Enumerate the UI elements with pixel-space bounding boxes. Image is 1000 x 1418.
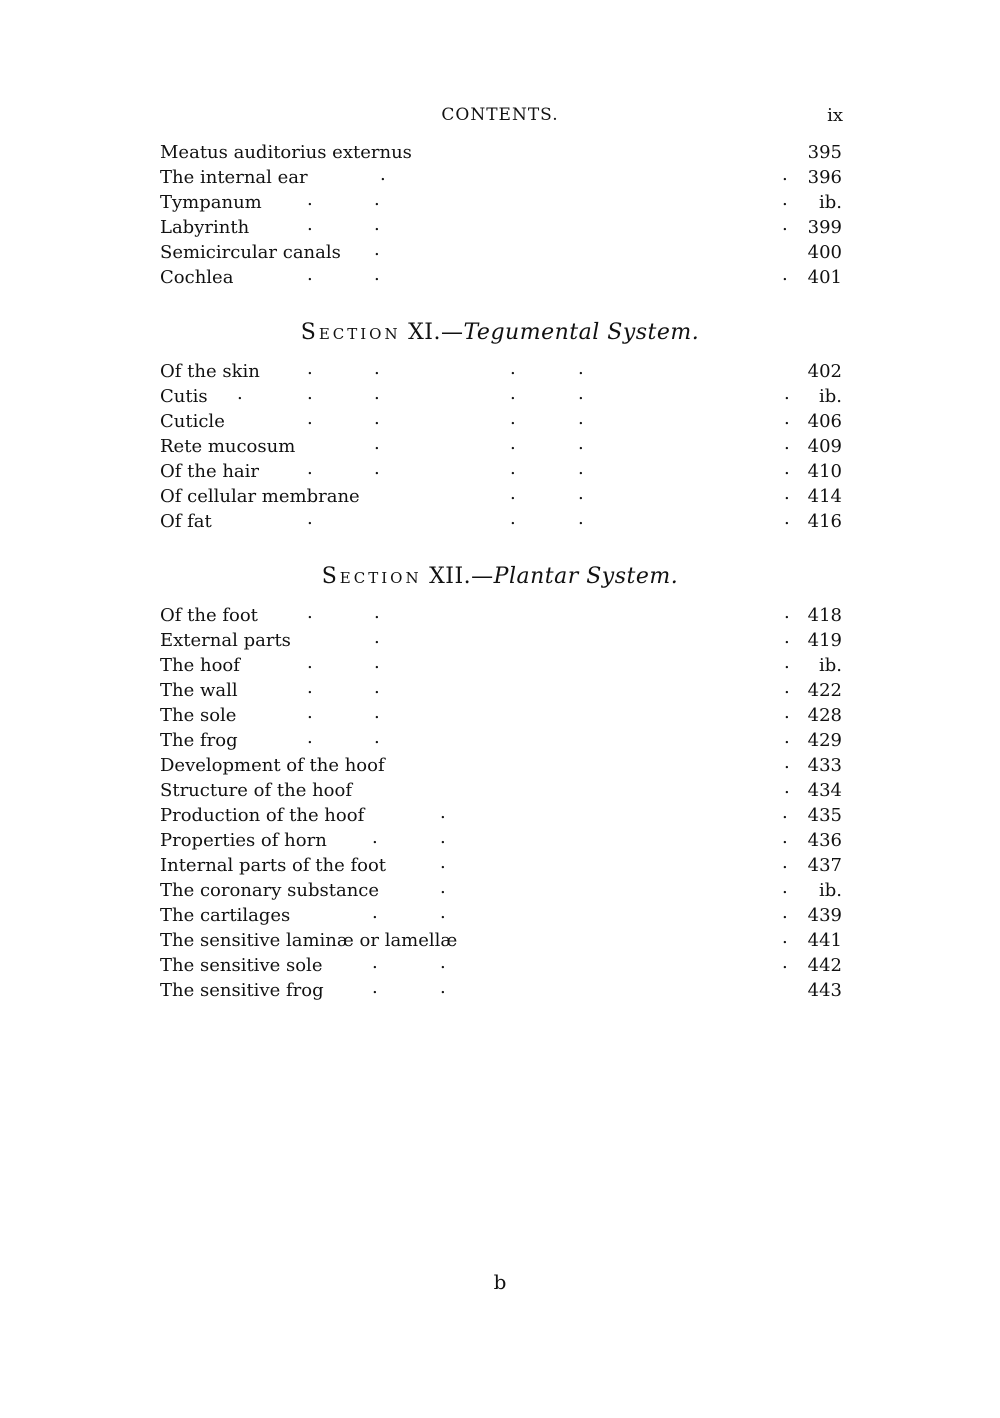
leader-dot: .	[374, 264, 380, 285]
leader-dot: .	[510, 433, 516, 454]
leader-dot: .	[784, 408, 790, 429]
toc-entry-page: ib.	[818, 655, 842, 676]
toc-entry-title: The sensitive laminæ or lamellæ	[160, 930, 458, 951]
leader-dot: .	[784, 652, 790, 673]
leader-dot: .	[782, 827, 788, 848]
toc-entry-page: 422	[807, 680, 842, 701]
toc-entry[interactable]	[160, 140, 842, 165]
section-heading-xi	[0, 320, 1000, 345]
toc-entry-title: Labyrinth	[160, 217, 250, 238]
leader-dot: .	[782, 264, 788, 285]
toc-entry[interactable]	[160, 878, 842, 903]
leader-dot: .	[784, 677, 790, 698]
leader-dot: .	[510, 458, 516, 479]
section-title: Tegumental System.	[463, 320, 700, 345]
leader-dot: .	[782, 952, 788, 973]
leader-dot: .	[307, 264, 313, 285]
leader-dot: .	[578, 508, 584, 529]
toc-entry[interactable]	[160, 753, 842, 778]
toc-entry-page: 442	[807, 955, 842, 976]
leader-dot: .	[237, 383, 243, 404]
toc-entry[interactable]	[160, 509, 842, 534]
leader-dot: .	[510, 358, 516, 379]
leader-dot: .	[307, 383, 313, 404]
leader-dot: .	[578, 433, 584, 454]
leader-dot: .	[374, 602, 380, 623]
leader-dot: .	[440, 952, 446, 973]
signature-mark: b	[493, 1270, 507, 1294]
toc-entry-title: The sensitive frog	[160, 980, 324, 1001]
leader-dot: .	[307, 189, 313, 210]
leader-dot: .	[782, 189, 788, 210]
leader-dot: .	[440, 902, 446, 923]
toc-entry-page: 437	[807, 855, 842, 876]
leader-dot: .	[307, 358, 313, 379]
toc-entry-title: The internal ear	[160, 167, 308, 188]
toc-entry-page: 409	[807, 436, 842, 457]
leader-dot: .	[374, 677, 380, 698]
leader-dot: .	[372, 902, 378, 923]
leader-dot: .	[307, 508, 313, 529]
toc-entry[interactable]	[160, 409, 842, 434]
toc-entry[interactable]	[160, 165, 842, 190]
toc-entry-title: The sole	[160, 705, 237, 726]
toc-entry-page: 443	[807, 980, 842, 1001]
toc-entry-page: 435	[807, 805, 842, 826]
leader-dot: .	[440, 977, 446, 998]
leader-dot: .	[784, 433, 790, 454]
toc-entry-title: Of the hair	[160, 461, 260, 482]
leader-dot: .	[782, 802, 788, 823]
toc-entry[interactable]	[160, 978, 842, 1003]
toc-entry[interactable]	[160, 728, 842, 753]
leader-dot: .	[374, 408, 380, 429]
running-head	[0, 103, 1000, 133]
toc-entry-page: 441	[807, 930, 842, 951]
leader-dot: .	[784, 727, 790, 748]
toc-entry-title: The hoof	[160, 655, 240, 676]
leader-dot: .	[782, 927, 788, 948]
toc-entry-page: 416	[807, 511, 842, 532]
leader-dot: .	[307, 458, 313, 479]
toc-entry-title: Tympanum	[160, 192, 262, 213]
section-label: Section	[300, 320, 401, 345]
toc-entry-title: The cartilages	[160, 905, 291, 926]
leader-dot: .	[307, 408, 313, 429]
toc-entry[interactable]	[160, 778, 842, 803]
section-label: Section	[321, 564, 422, 589]
toc-entry-title: Rete mucosum	[160, 436, 296, 457]
leader-dot: .	[578, 383, 584, 404]
toc-entry[interactable]	[160, 928, 842, 953]
leader-dot: .	[578, 458, 584, 479]
toc-list-continued	[160, 140, 842, 290]
toc-entry-page: 410	[807, 461, 842, 482]
toc-entry-title: The coronary substance	[160, 880, 380, 901]
toc-entry[interactable]	[160, 603, 842, 628]
toc-entry-title: Meatus auditorius externus	[160, 142, 412, 163]
toc-entry-title: The wall	[160, 680, 238, 701]
leader-dot: .	[307, 727, 313, 748]
leader-dot: .	[510, 483, 516, 504]
toc-entry-title: Semicircular canals	[160, 242, 341, 263]
toc-entry-page: 433	[807, 755, 842, 776]
leader-dot: .	[784, 777, 790, 798]
toc-entry-page: ib.	[818, 880, 842, 901]
toc-entry[interactable]	[160, 853, 842, 878]
section-title: Plantar System.	[493, 564, 679, 589]
toc-entry[interactable]	[160, 434, 842, 459]
toc-entry[interactable]	[160, 653, 842, 678]
leader-dot: .	[307, 652, 313, 673]
leader-dot: .	[374, 214, 380, 235]
toc-entry[interactable]	[160, 903, 842, 928]
leader-dot: .	[440, 802, 446, 823]
leader-dot: .	[440, 852, 446, 873]
toc-entry-page: 434	[807, 780, 842, 801]
leader-dot: .	[784, 702, 790, 723]
toc-entry-page: 418	[807, 605, 842, 626]
section-heading-xii	[0, 564, 1000, 589]
toc-entry-page: 406	[807, 411, 842, 432]
leader-dot: .	[307, 602, 313, 623]
leader-dot: .	[784, 458, 790, 479]
toc-entry-page: 402	[807, 361, 842, 382]
leader-dot: .	[307, 702, 313, 723]
leader-dot: .	[374, 458, 380, 479]
leader-dot: .	[440, 877, 446, 898]
leader-dot: .	[372, 952, 378, 973]
leader-dot: .	[307, 677, 313, 698]
leader-dot: .	[782, 214, 788, 235]
leader-dot: .	[784, 627, 790, 648]
toc-entry[interactable]	[160, 678, 842, 703]
leader-dot: .	[578, 358, 584, 379]
toc-entry[interactable]	[160, 359, 842, 384]
leader-dot: .	[374, 702, 380, 723]
leader-dot: .	[782, 852, 788, 873]
toc-list-section-xi	[160, 359, 842, 534]
toc-entry[interactable]	[160, 484, 842, 509]
leader-dot: .	[372, 977, 378, 998]
leader-dot: .	[784, 602, 790, 623]
toc-entry-title: Properties of horn	[160, 830, 327, 851]
toc-entry[interactable]	[160, 240, 842, 265]
toc-entry-page: ib.	[818, 192, 842, 213]
toc-entry-title: Structure of the hoof	[160, 780, 352, 801]
toc-entry[interactable]	[160, 703, 842, 728]
toc-list-section-xii	[160, 603, 842, 1003]
leader-dot: .	[374, 433, 380, 454]
toc-entry-title: Of fat	[160, 511, 212, 532]
toc-entry-title: Of cellular membrane	[160, 486, 360, 507]
leader-dot: .	[307, 214, 313, 235]
toc-entry[interactable]	[160, 953, 842, 978]
toc-entry-title: Internal parts of the foot	[160, 855, 387, 876]
leader-dot: .	[578, 408, 584, 429]
page-number: ix	[827, 105, 843, 126]
leader-dot: .	[784, 752, 790, 773]
toc-entry-title: Cuticle	[160, 411, 225, 432]
toc-entry-title: External parts	[160, 630, 291, 651]
leader-dot: .	[374, 727, 380, 748]
toc-entry-page: 428	[807, 705, 842, 726]
toc-entry-page: 396	[807, 167, 842, 188]
toc-entry[interactable]	[160, 803, 842, 828]
leader-dot: .	[380, 164, 386, 185]
toc-entry-page: 399	[807, 217, 842, 238]
leader-dot: .	[782, 877, 788, 898]
leader-dot: .	[374, 652, 380, 673]
leader-dot: .	[374, 189, 380, 210]
toc-entry-page: 414	[807, 486, 842, 507]
toc-entry-title: The sensitive sole	[160, 955, 323, 976]
toc-entry-title: Of the foot	[160, 605, 258, 626]
toc-entry-title: Of the skin	[160, 361, 260, 382]
section-number: XII.—	[429, 564, 494, 589]
leader-dot: .	[784, 508, 790, 529]
toc-entry-title: Cutis	[160, 386, 208, 407]
toc-entry[interactable]	[160, 459, 842, 484]
toc-entry-title: Development of the hoof	[160, 755, 385, 776]
leader-dot: .	[374, 358, 380, 379]
toc-entry-page: 419	[807, 630, 842, 651]
leader-dot: .	[374, 239, 380, 260]
toc-entry-title: The frog	[160, 730, 238, 751]
leader-dot: .	[374, 383, 380, 404]
leader-dot: .	[784, 483, 790, 504]
toc-entry[interactable]	[160, 828, 842, 853]
leader-dot: .	[374, 627, 380, 648]
leader-dot: .	[440, 827, 446, 848]
leader-dot: .	[782, 164, 788, 185]
toc-entry-page: 439	[807, 905, 842, 926]
leader-dot: .	[510, 408, 516, 429]
leader-dot: .	[510, 508, 516, 529]
leader-dot: .	[510, 383, 516, 404]
toc-entry[interactable]	[160, 384, 842, 409]
toc-entry-title: Cochlea	[160, 267, 234, 288]
toc-entry-page: ib.	[818, 386, 842, 407]
toc-entry-page: 401	[807, 267, 842, 288]
leader-dot: .	[578, 483, 584, 504]
toc-entry[interactable]	[160, 265, 842, 290]
leader-dot: .	[782, 902, 788, 923]
toc-entry-page: 436	[807, 830, 842, 851]
toc-entry-page: 429	[807, 730, 842, 751]
running-title: CONTENTS.	[441, 105, 559, 125]
toc-entry[interactable]	[160, 628, 842, 653]
toc-entry-page: 395	[807, 142, 842, 163]
toc-entry-page: 400	[807, 242, 842, 263]
toc-entry-title: Production of the hoof	[160, 805, 365, 826]
toc-entry[interactable]	[160, 215, 842, 240]
toc-entry[interactable]	[160, 190, 842, 215]
leader-dot: .	[784, 383, 790, 404]
leader-dot: .	[372, 827, 378, 848]
section-number: XI.—	[408, 320, 464, 345]
